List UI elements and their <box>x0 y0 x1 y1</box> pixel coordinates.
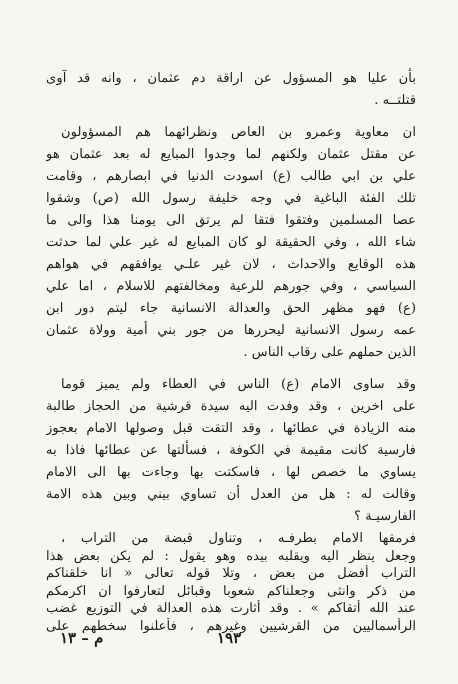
text-line: وجعل ينظر اليه ويقلبه بيده وهو يقول : لم يكن بعض هذا <box>46 548 416 564</box>
text-line: من ذكر وانثى وجعلناكم شعوبا وقبائل لتعارفوا ان اكرمكم <box>46 583 416 599</box>
text-line: (ع) فهو مظهر الحق والعدالة الانسانية جاء ليتم دور ابن <box>46 301 416 316</box>
text-line: التراب أفضل من بعض ، وتلا قوله تعالى « انا خلقناكم <box>46 566 416 581</box>
signature-mark: م – ١٣ <box>60 629 104 647</box>
text-line: عن مقتل عثمان ولكنهم لما وجدوا المبايع له بعد عثمان هو <box>46 147 416 162</box>
page-number: ١٩٣ <box>216 629 242 647</box>
text-line: فارسية كانت مقيمة في الكوفة ، فسألتها عن عطائها فاذا به <box>46 443 416 458</box>
text-line: عمه رسول الانسانية ليحررها من جور بني أمية وولاة عثمان <box>46 323 416 338</box>
text-line: هذه الوقايع والاحداث ، لان غير علـي يوافقهم في هواهم <box>46 257 416 272</box>
text-line: عند الله أتقاكم » . وقد أثارت هذه العدالة في التوزيع غضب <box>46 601 416 616</box>
text-line: السياسي ، وفي جورهم للرعية ومخالفتهم للاسلام ، اما علي <box>46 279 416 294</box>
text-line: الذين حملهم على رقاب الناس . <box>243 345 416 360</box>
text-line: شاء الله ، وفي الحقيقة لو كان المبايع له غير علي لما حدثت <box>46 235 416 250</box>
text-line: منه الزيادة في عطائها ، وقد التقت قبل وصولها الامام بعجوز <box>46 421 416 436</box>
text-line: الفارسيـة ؟ <box>354 509 416 524</box>
text-line: قتلتــه . <box>374 93 416 108</box>
text-line: الرأسماليين من القرشيين وغيرهم ، فأعلنوا سخطهم على <box>46 618 416 634</box>
text-line: علي بن ابي طالب (ع) اسودت الدنيا في ابصارهم ، وقامت <box>46 169 416 184</box>
text-line: وقد ساوى الامام (ع) الناس في العطاء ولم يميز قوما <box>61 377 416 392</box>
text-line: عصا المسلمين وفتقوا فتقا لم يرتق الى يومنا هذا والى ما <box>46 213 416 228</box>
text-line: تلك الفئة الباغية في وجه خليفة رسول الله (ص) وشقوا <box>46 191 416 206</box>
text-line: فرمقها الامام بطرفـه ، وتناول قبضة من التراب ، <box>61 531 416 546</box>
text-line: وقالت له : هل من العدل أن تساوي بيني وبين هذه الامة <box>46 487 416 502</box>
text-line: يساوي ما خصص لها ، فاسكتت بها وجاءت بها الى الامام <box>46 465 416 480</box>
text-line: ان معاوية وعمرو بن العاص ونظرائهما هم المسؤولون <box>61 125 416 140</box>
text-line: بأن عليا هو المسؤول عن اراقة دم عثمان ، وانه قد آوى <box>46 71 416 86</box>
text-line: على اخرين ، وقد وفدت اليه سيدة قرشية من الحجاز طالبة <box>46 399 416 414</box>
